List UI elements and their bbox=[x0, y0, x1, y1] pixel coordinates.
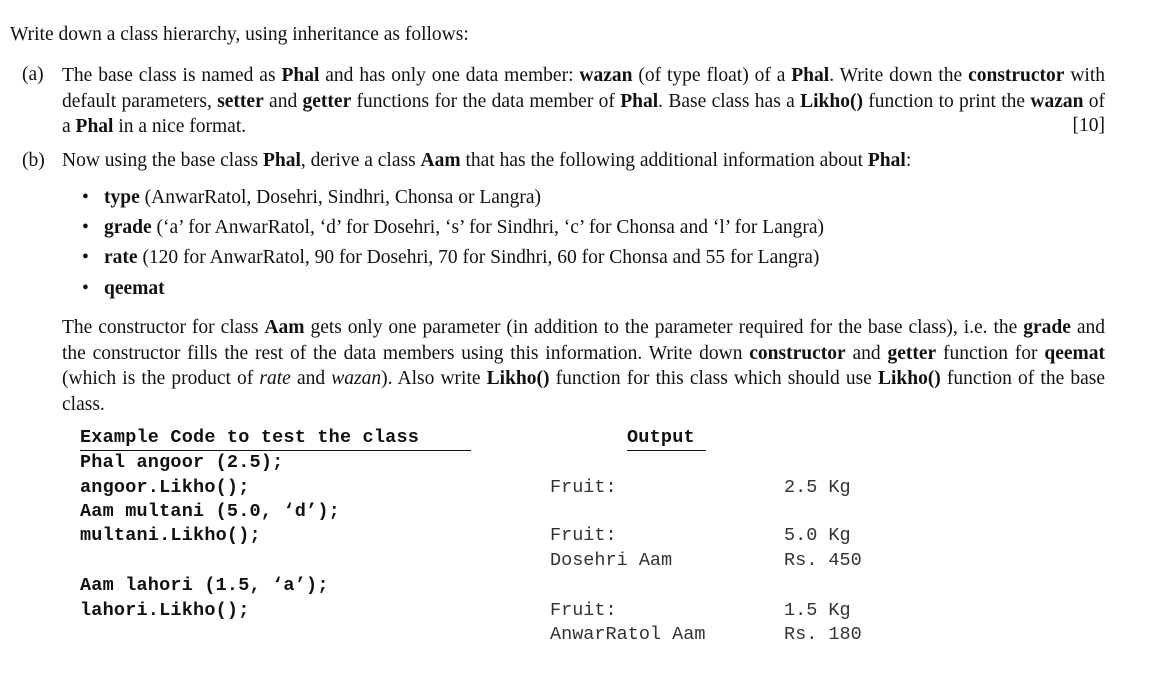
output-label: Fruit: bbox=[550, 600, 617, 621]
bullet-type: • type (AnwarRatol, Dosehri, Sindhri, Chonsa or Langra) bbox=[82, 187, 542, 208]
code-header: Example Code to test the class bbox=[80, 427, 420, 448]
part-a-label: (a) bbox=[22, 64, 44, 85]
bullet-dot-icon: • bbox=[82, 217, 89, 238]
part-b-intro: Now using the base class Phal, derive a class Aam that has the following additional information about Phal: bbox=[62, 150, 912, 171]
output-value: 1.5 Kg bbox=[784, 600, 851, 621]
output-header-underline bbox=[627, 450, 706, 451]
code-line: multani.Likho(); bbox=[80, 525, 261, 546]
output-label: Fruit: bbox=[550, 525, 617, 546]
output-value: 2.5 Kg bbox=[784, 477, 851, 498]
code-header-underline bbox=[80, 450, 471, 451]
code-line: lahori.Likho(); bbox=[80, 600, 250, 621]
intro-text: Write down a class hierarchy, using inheritance as follows: bbox=[10, 24, 469, 45]
output-label: Dosehri Aam bbox=[550, 550, 673, 571]
bullet-dot-icon: • bbox=[82, 278, 89, 299]
part-b-label: (b) bbox=[22, 150, 45, 171]
output-value: Rs. 450 bbox=[784, 550, 862, 571]
bullet-dot-icon: • bbox=[82, 247, 89, 268]
output-value: Rs. 180 bbox=[784, 624, 862, 645]
part-a-marks: [10] bbox=[1072, 115, 1105, 136]
code-line: Phal angoor (2.5); bbox=[80, 452, 284, 473]
output-label: AnwarRatol Aam bbox=[550, 624, 706, 645]
code-line: Aam multani (5.0, ‘d’); bbox=[80, 501, 340, 522]
part-b-paragraph: The constructor for class Aam gets only one parameter (in addition to the parameter required for the base class), i.e. the grade and the constructor fills the rest of the data members using this information. Write down constructor and getter function for qeemat (which is the product of rate and wazan). Also write Likho() function for this class which should use Likho() function of the base class. bbox=[62, 317, 1105, 415]
code-line: Aam lahori (1.5, ‘a’); bbox=[80, 575, 329, 596]
bullet-dot-icon: • bbox=[82, 187, 89, 208]
bullet-rate: • rate (120 for AnwarRatol, 90 for Dosehri, 70 for Sindhri, 60 for Chonsa and 55 for Langra) bbox=[82, 247, 820, 268]
output-label: Fruit: bbox=[550, 477, 617, 498]
output-header: Output bbox=[627, 427, 695, 448]
part-a-text: The base class is named as Phal and has only one data member: wazan (of type float) of a Phal. Write down the constructor with default parameters, setter and getter functions for the data member of Phal. Base class has a Likho() function to print the wazan of a Phal in a nice format. bbox=[62, 65, 1106, 137]
output-value: 5.0 Kg bbox=[784, 525, 851, 546]
bullet-qeemat: • qeemat bbox=[82, 278, 165, 299]
bullet-grade: • grade (‘a’ for AnwarRatol, ‘d’ for Dosehri, ‘s’ for Sindhri, ‘c’ for Chonsa and ‘l’ for Langra) bbox=[82, 217, 824, 238]
code-line: angoor.Likho(); bbox=[80, 477, 250, 498]
